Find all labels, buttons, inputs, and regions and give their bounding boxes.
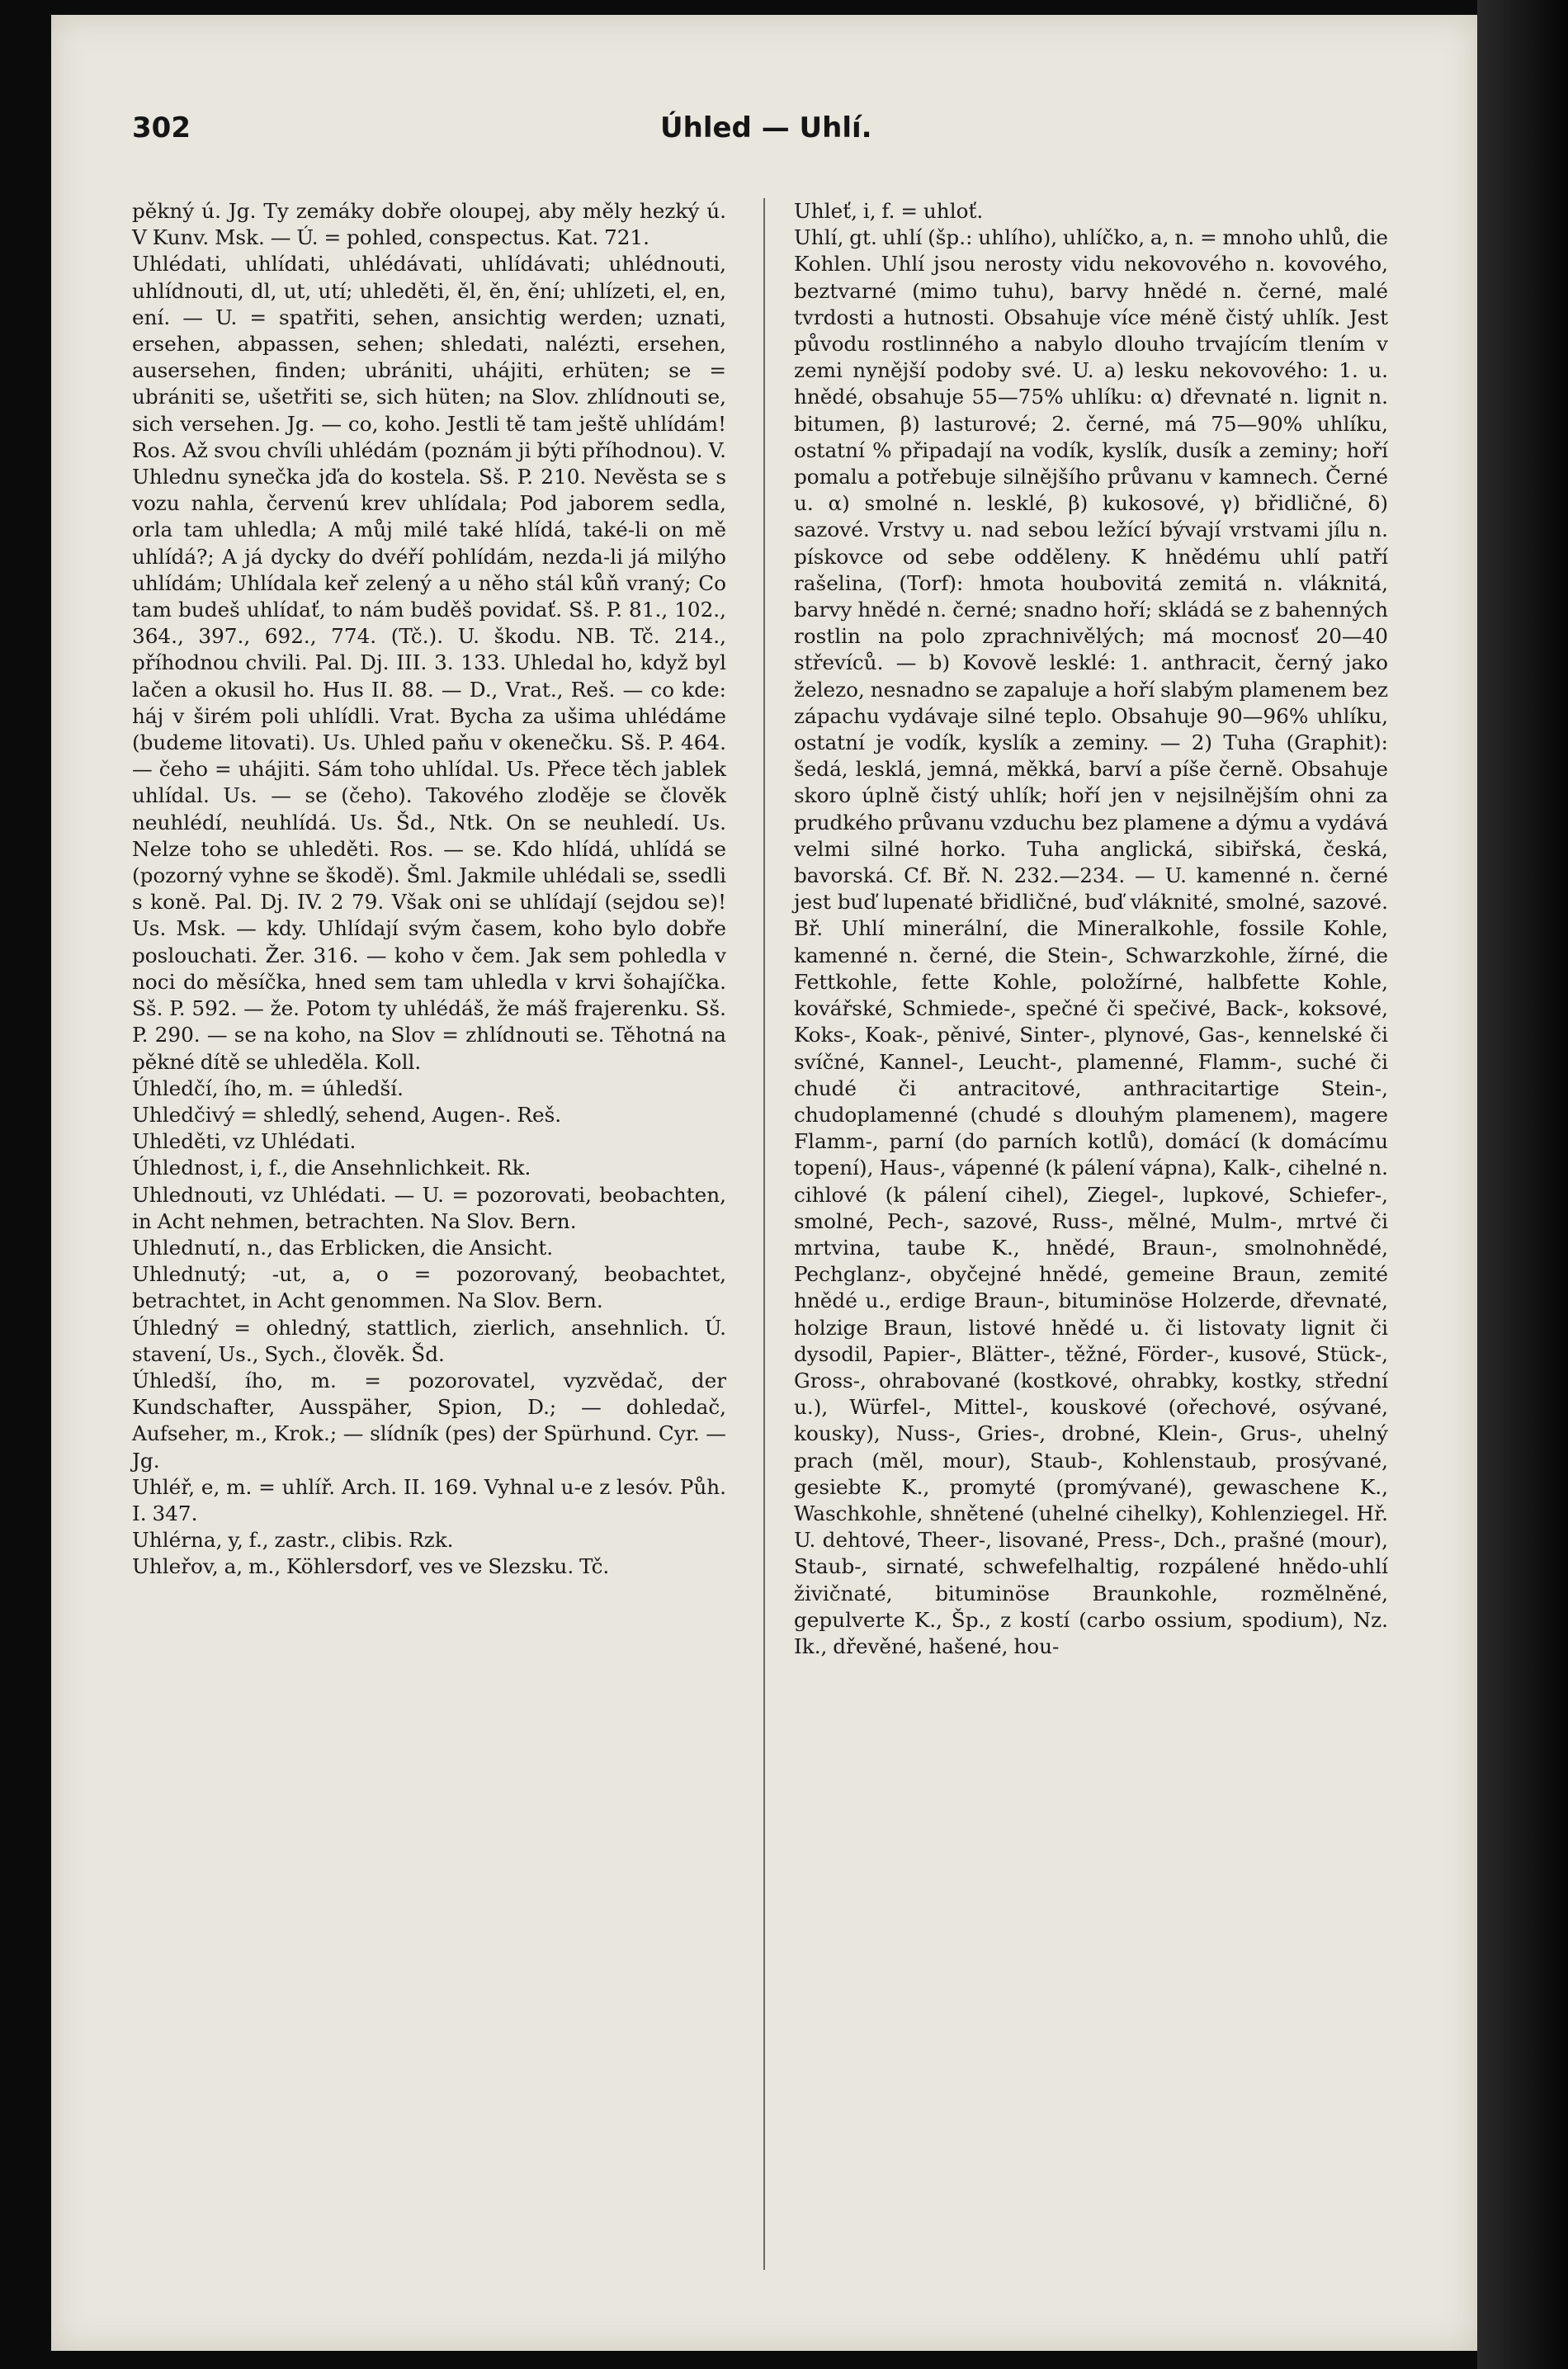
entry: Uhlí, gt. uhlí (šp.: uhlího), uhlíčko, a, n. = mnoho uhlů, die Kohlen. Uhlí jsou nerosty vidu nekovového n. kovového, beztvarné (mimo tuhu), barvy hnědé n. černé, malé tvrdosti a hutnosti. Obsahuje více méně čistý uhlík. Jest původu rostlinného a nabylo dlouho trvajícím tlením v zemi nynější podoby své. U. a) lesku nekovového: 1. u. hnědé, obsahuje 55—75% uhlíku: α) dřevnaté n. lignit n. bitumen, β) lasturové; 2. černé, má 75—90% uhlíku, ostatní % připadají na vodík, kyslík, dusík a zeminy; hoří pomalu a potřebuje silnějšího průvanu v kamnech. Černé u. α) smolné n. lesklé, β) kukosové, γ) břidličné, δ) sazové. Vrstvy u. nad sebou ležící bývají vrstvami jílu n. pískovce od sebe odděleny. K hnědému uhlí patří rašelina, (Torf): hmota houbovitá zemitá n. vláknitá, barvy hnědé n. černé; snadno hoří; skládá se z bahenných rostlin na polo zprachnivělých; má mocnosť 20—40 střevíců. — b) Kovově lesklé: 1. anthracit, černý jako železo, nesnadno se zapaluje a hoří slabým plamenem bez zápachu vydávaje silné teplo. Obsahuje 90—96% uhlíku, ostatní je vodík, kyslík a zeminy. — 2) Tuha (Graphit): šedá, lesklá, jemná, měkká, barví a píše černě. Obsahuje skoro úplně čistý uhlík; hoří jen v nejsilnějším ohni za prudkého průvanu vzduchu bez plamene a dýmu a vydává velmi silné horko. Tuha anglická, sibiřská, česká, bavorská. Cf. Bř. N. 232.—234. — U. kamenné n. černé jest buď lupenaté břidličné, buď vláknité, smolné, sazové. Bř. Uhlí minerální, die Mineralkohle, fossile Kohle, kamenné n. černé, die Stein-, Schwarzkohle, žírné, die Fettkohle, fette Kohle, položírné, halbfette Kohle, kovářské, Schmiede-, spečné či spečivé, Back-, koksové, Koks-, Koak-, pěnivé, Sinter-, plynové, Gas-, kennelské či svíčné, Kannel-, Leucht-, plamenné, Flamm-, suché či chudé či antracitové, anthracitartige Stein-, chudoplamenné (chudé s dlouhým plamenem), magere Flamm-, parní (do parních kotlů), domácí (k domácímu topení), Haus-, vápenné (k pálení vápna), Kalk-, cihelné n. cihlové (k pálení cihel), Ziegel-, lupkové, Schiefer-, smolné, Pech-, sazové, Russ-, mělné, Mulm-, mrtvé či mrtvina, taube K., hnědé, Braun-, smolnohnědé, Pechglanz-, obyčejné hnědé, gemeine Braun, zemité hnědé u., erdige Braun-, bituminöse Holzerde, dřevnaté, holzige Braun, listové hnědé u. či listovaty lignit či dysodil, Papier-, Blätter-, těžné, Förder-, kusové, Stück-, Gross-, ohrabované (kostkové, ohrabky, kostky, střední u.), Würfel-, Mittel-, kouskové (ořechové, osývané, kousky), Nuss-, Gries-, drobné, Klein-, Grus-, uhelný prach (měl, mour), Staub-, Kohlenstaub, prosývané, gesiebte K., promyté (promývané), gewaschene K., Waschkohle, shnětené (uhelné cihelky), Kohlenziegel. Hř. U. dehtové, Theer-, lisované, Press-, Dch., prašné (mour), Staub-, sirnaté, schwefelhaltig, rozpálené hnědo-uhlí živičnaté, bituminöse Braunkohle, rozmělněné, gepulverte K., Šp., z kostí (carbo ossium, spodium), Nz. Ik., dřevěné, hašené, hou- [794, 225, 1388, 1658]
entry: Úhledčí, ího, m. = úhledší. [132, 1076, 404, 1100]
entry: Uhleděti, vz Uhlédati. [132, 1129, 357, 1154]
entry: Uhléř, e, m. = uhlíř. Arch. II. 169. Vyhnal u-e z lesóv. Půh. I. 347. [132, 1474, 726, 1525]
entry: Úhlednost, i, f., die Ansehnlichkeit. Rk. [132, 1156, 531, 1180]
column-divider [763, 198, 765, 2270]
entry: Uhlérna, y, f., zastr., clibis. Rzk. [132, 1528, 454, 1553]
page-edge-shadow [1477, 0, 1568, 2369]
page-number: 302 [132, 111, 191, 144]
page-header [132, 111, 1403, 161]
running-head: Úhled — Uhlí. [660, 111, 872, 144]
entry: Uhleť, i, f. = uhloť. [794, 199, 984, 223]
entry: Úhledší, ího, m. = pozorovatel, vyzvědač, der Kundschafter, Ausspäher, Spion, D.; — dohledač, Aufseher, m., Krok.; — slídník (pes) der Spürhund. Cyr. — Jg. [132, 1368, 726, 1473]
entry: Úhledný = ohledný, stattlich, zierlich, ansehnlich. Ú. stavení, Us., Sych., člověk. Šd. [132, 1315, 726, 1366]
entry: Uhlédati, uhlídati, uhlédávati, uhlídávati; uhlédnouti, uhlídnouti, dl, ut, utí; uhleděti, ěl, ěn, ění; uhlízeti, el, en, ení. — U. = spatřiti, sehen, ansichtig werden; uznati, ersehen, abpassen, sehen; shledati, nalézti, ersehen, ausersehen, finden; ubrániti, uhájiti, erhüten; se = ubrániti se, ušetřiti se, sich hüten; na Slov. zhlídnouti se, sich versehen. Jg. — co, koho. Jestli tě tam ještě uhlídám! Ros. Až svou chvíli uhlédám (poznám ji býti příhodnou). V. Uhlednu synečka jďa do kostela. Sš. P. 210. Nevěsta se s vozu nahla, červenú krev uhlídala; Pod jaborem sedla, orla tam uhledla; A můj milé také hlídá, také-li on mě uhlídá?; A já dycky do dvéří pohlídám, nezda-li já milýho uhlídám; Uhlídala keř zelený a u něho stál kůň vraný; Co tam budeš uhlídať, to nám buděš povidať. Sš. P. 81., 102., 364., 397., 692., 774. (Tč.). U. škodu. NB. Tč. 214., příhodnou chvili. Pal. Dj. III. 3. 133. Uhledal ho, když byl lačen a okusil ho. Hus II. 88. — D., Vrat., Reš. — co kde: háj v širém poli uhlídli. Vrat. Bycha za ušima uhlédáme (budeme litovati). Us. Uhled paňu v okenečku. Sš. P. 464. — čeho = uhájiti. Sám toho uhlídal. Us. Přece těch jablek uhlídal. Us. — se (čeho). Takového zloděje se člověk neuhlédí, neuhlídá. Us. Šd., Ntk. On se neuhledí. Us. Nelze toho se uhleděti. Ros. — se. Kdo hlídá, uhlídá se (pozorný vyhne se škodě). Šml. Jakmile uhlédali se, ssedli s koně. Pal. Dj. IV. 2 79. Však oni se uhlídají (sejdou se)! Us. Msk. — kdy. Uhlídají svým časem, koho bylo dobře poslouchati. Žer. 316. — koho v čem. Jak sem pohledla v noci do měsíčka, hned sem tam uhledla v krvi šohajíčka. Sš. P. 592. — že. Potom ty uhlédáš, že máš frajerenku. Sš. P. 290. — se na koho, na Slov = zhlídnouti se. Těhotná na pěkné dítě se uhleděla. Koll. [132, 252, 726, 1074]
entry: Uhlednutý; -ut, a, o = pozorovaný, beobachtet, betrachtet, in Acht genommen. Na Slov. Bern. [132, 1262, 726, 1313]
entry: Uhleřov, a, m., Köhlersdorf, ves ve Slezsku. Tč. [132, 1554, 610, 1579]
entry: pěkný ú. Jg. Ty zemáky dobře oloupej, aby měly hezký ú. V Kunv. Msk. — Ú. = pohled, conspectus. Kat. 721. [132, 199, 726, 250]
entry: Uhledčivý = shledlý, sehend, Augen-. Reš. [132, 1102, 562, 1127]
right-column [794, 198, 1388, 1660]
left-column [132, 198, 726, 1581]
entry: Uhlednouti, vz Uhlédati. — U. = pozorovati, beobachten, in Acht nehmen, betrachten. Na Slov. Bern. [132, 1182, 726, 1233]
entry: Uhlednutí, n., das Erblicken, die Ansicht. [132, 1235, 554, 1260]
